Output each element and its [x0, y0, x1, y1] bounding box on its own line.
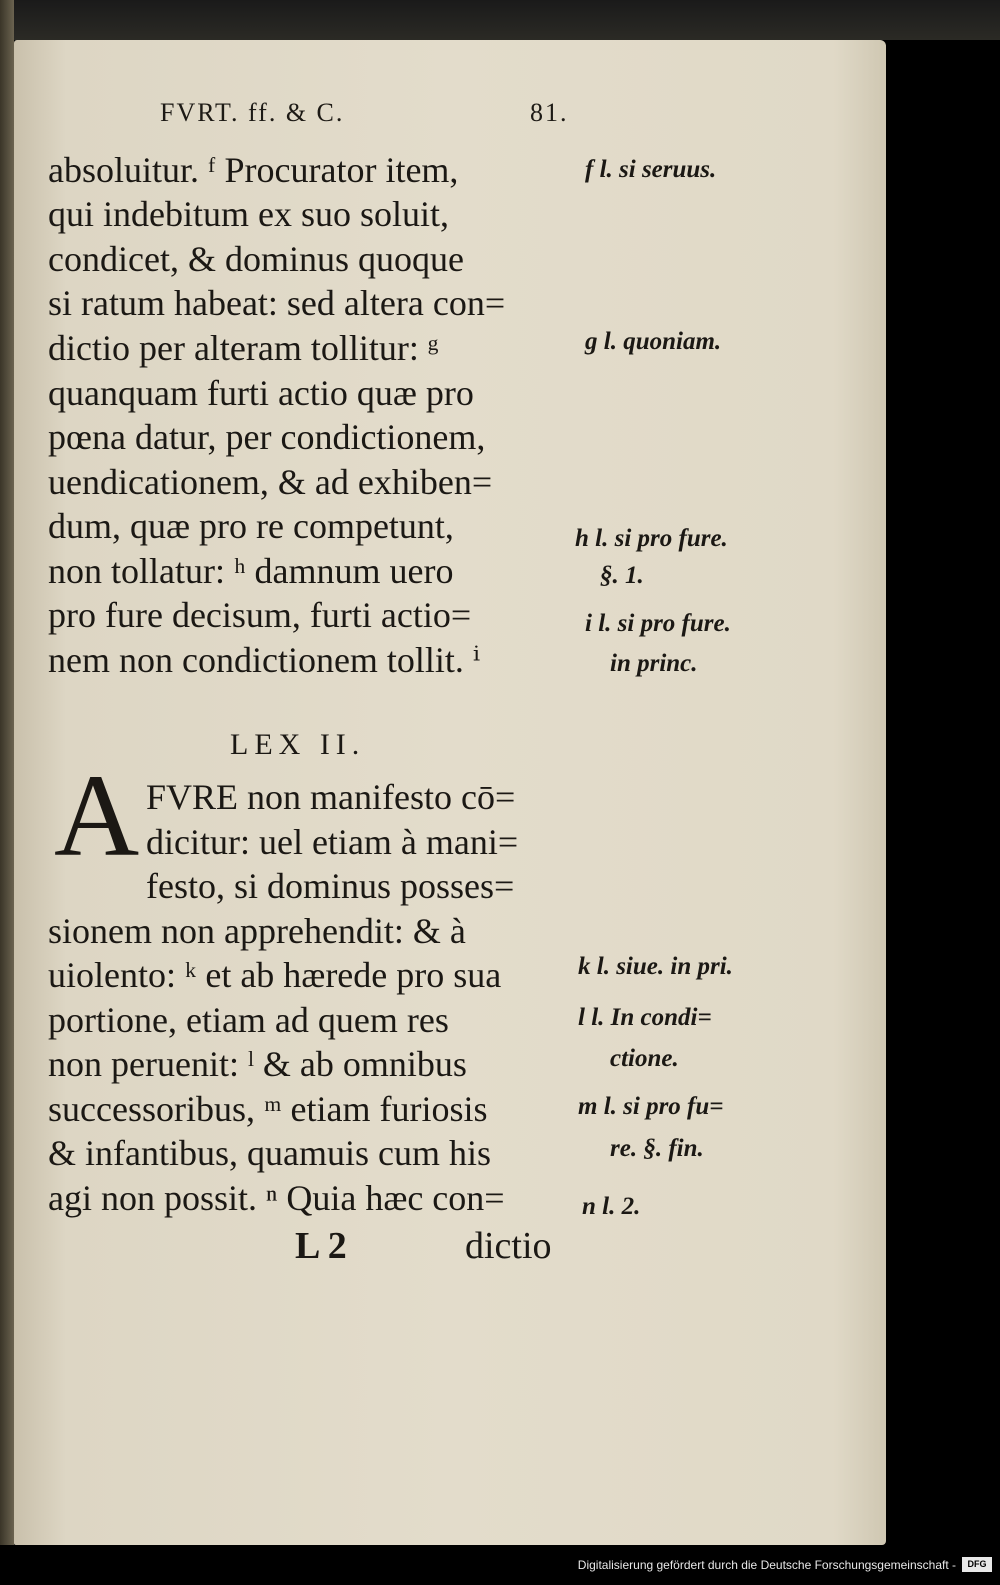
margin-note: f l. si seruus.: [585, 156, 717, 183]
text-line: agi non possit. ⁿ Quia hæc con=: [48, 1178, 505, 1218]
margin-note: re. §. fin.: [610, 1135, 704, 1162]
text-line: nem non condictionem tollit. ⁱ: [48, 640, 481, 680]
signature-mark: L 2: [295, 1225, 347, 1267]
margin-note: k l. siue. in pri.: [578, 953, 733, 980]
running-head-title: FVRT. ff. & C.: [160, 98, 345, 127]
text-line: portione, etiam ad quem res: [48, 1000, 449, 1040]
signature-line: [295, 1224, 585, 1268]
text-line: non peruenit: ˡ & ab omnibus: [48, 1044, 467, 1084]
text-line: quanquam furti actio quæ pro: [48, 373, 474, 413]
text-line: dum, quæ pro re competunt,: [48, 506, 454, 546]
text-line: condicet, & dominus quoque: [48, 239, 464, 279]
text-line: absoluitur. ᶠ Procurator item,: [48, 150, 459, 190]
running-head: [160, 98, 580, 138]
catchword: dictio: [465, 1225, 552, 1267]
margin-note: i l. si pro fure.: [585, 610, 731, 637]
margin-note: l l. In condi=: [578, 1004, 712, 1031]
dfg-logo: DFG: [962, 1557, 992, 1572]
text-line: pœna datur, per condictionem,: [48, 417, 486, 457]
drop-cap-initial: A: [54, 750, 140, 881]
scan-top-strip: [0, 0, 1000, 40]
text-line: pro fure decisum, furti actio=: [48, 595, 472, 635]
text-line: festo, si dominus posses=: [146, 866, 515, 906]
digitization-footer: [0, 1548, 1000, 1585]
text-line: successoribus, ᵐ etiam furiosis: [48, 1089, 488, 1129]
footer-credit-text: Digitalisierung gefördert durch die Deutsche Forschungsgemeinschaft -: [577, 1558, 956, 1572]
text-line: uiolento: ᵏ et ab hærede pro sua: [48, 955, 502, 995]
text-line: & infantibus, quamuis cum his: [48, 1133, 491, 1173]
page-number: 81.: [530, 98, 569, 127]
text-line: non tollatur: ʰ damnum uero: [48, 551, 454, 591]
margin-note: §. 1.: [600, 562, 644, 589]
text-line: dictio per alteram tollitur: ᵍ: [48, 328, 439, 368]
lex-heading: LEX II.: [230, 728, 366, 761]
margin-note: in princ.: [610, 650, 698, 677]
text-line: qui indebitum ex suo soluit,: [48, 194, 449, 234]
text-line: dicitur: uel etiam à mani=: [146, 822, 519, 862]
text-line: FVRE non manifesto cō=: [146, 777, 516, 817]
book-page-edge: [0, 0, 14, 1545]
margin-note: h l. si pro fure.: [575, 525, 728, 552]
text-line: sionem non apprehendit: & à: [48, 911, 466, 951]
margin-note: m l. si pro fu=: [578, 1093, 724, 1120]
margin-note: n l. 2.: [582, 1193, 641, 1220]
margin-note: ctione.: [610, 1045, 679, 1072]
text-line: uendicationem, & ad exhiben=: [48, 462, 493, 502]
text-line: si ratum habeat: sed altera con=: [48, 283, 506, 323]
margin-note: g l. quoniam.: [585, 328, 722, 355]
